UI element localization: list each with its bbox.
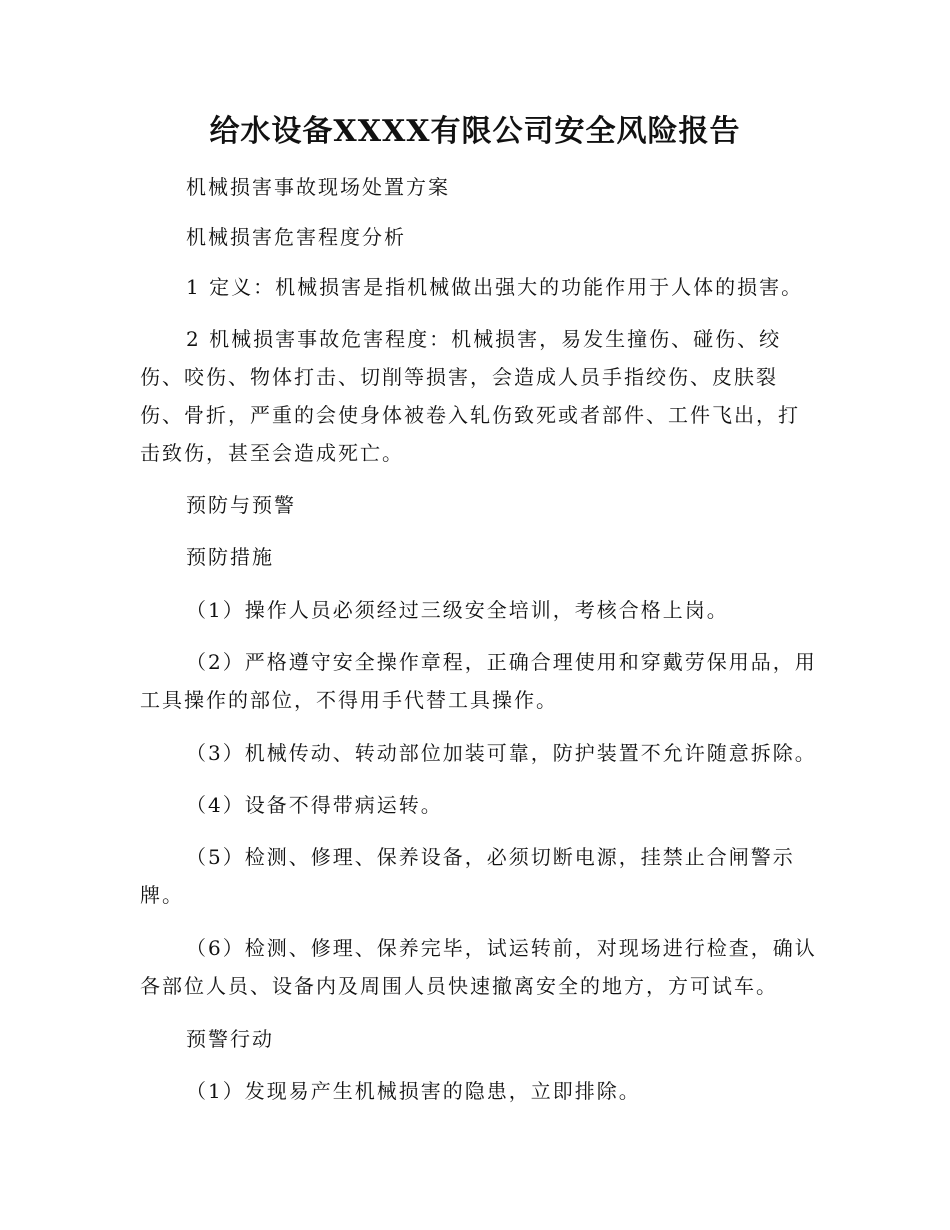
paragraph-heading-plan: 机械损害事故现场处置方案 bbox=[186, 175, 450, 199]
paragraph-heading-warning-action: 预警行动 bbox=[186, 1027, 274, 1051]
paragraph-heading-prevention: 预防措施 bbox=[186, 545, 274, 569]
list-item-prevention-2: （2）严格遵守安全操作章程，正确合理使用和穿戴劳保用品，用工具操作的部位，不得用手代替工具操作。 bbox=[140, 650, 817, 712]
list-item-prevention-3: （3）机械传动、转动部位加装可靠，防护装置不允许随意拆除。 bbox=[186, 741, 817, 765]
list-item-prevention-4: （4）设备不得带病运转。 bbox=[186, 793, 443, 817]
document-title: 给水设备XXXX有限公司安全风险报告 bbox=[209, 114, 741, 149]
list-item-prevention-6: （6）检测、修理、保养完毕，试运转前，对现场进行检查，确认各部位人员、设备内及周围人员快速撤离安全的地方，方可试车。 bbox=[140, 936, 817, 998]
paragraph-hazard-degree: 2 机械损害事故危害程度：机械损害，易发生撞伤、碰伤、绞伤、咬伤、物体打击、切削等损害，会造成人员手指绞伤、皮肤裂伤、骨折，严重的会使身体被卷入轧伤致死或者部件、工件飞出，打击致伤，甚至会造成死亡。 bbox=[140, 327, 800, 465]
paragraph-definition: 1 定义：机械损害是指机械做出强大的功能作用于人体的损害。 bbox=[186, 275, 804, 299]
list-item-prevention-1: （1）操作人员必须经过三级安全培训，考核合格上岗。 bbox=[186, 598, 729, 622]
list-item-prevention-5: （5）检测、修理、保养设备，必须切断电源，挂禁止合闸警示牌。 bbox=[140, 845, 795, 907]
list-item-warning-1: （1）发现易产生机械损害的隐患，立即排除。 bbox=[186, 1079, 641, 1103]
paragraph-heading-analysis: 机械损害危害程度分析 bbox=[186, 225, 406, 249]
paragraph-heading-prevention-warning: 预防与预警 bbox=[186, 493, 296, 517]
